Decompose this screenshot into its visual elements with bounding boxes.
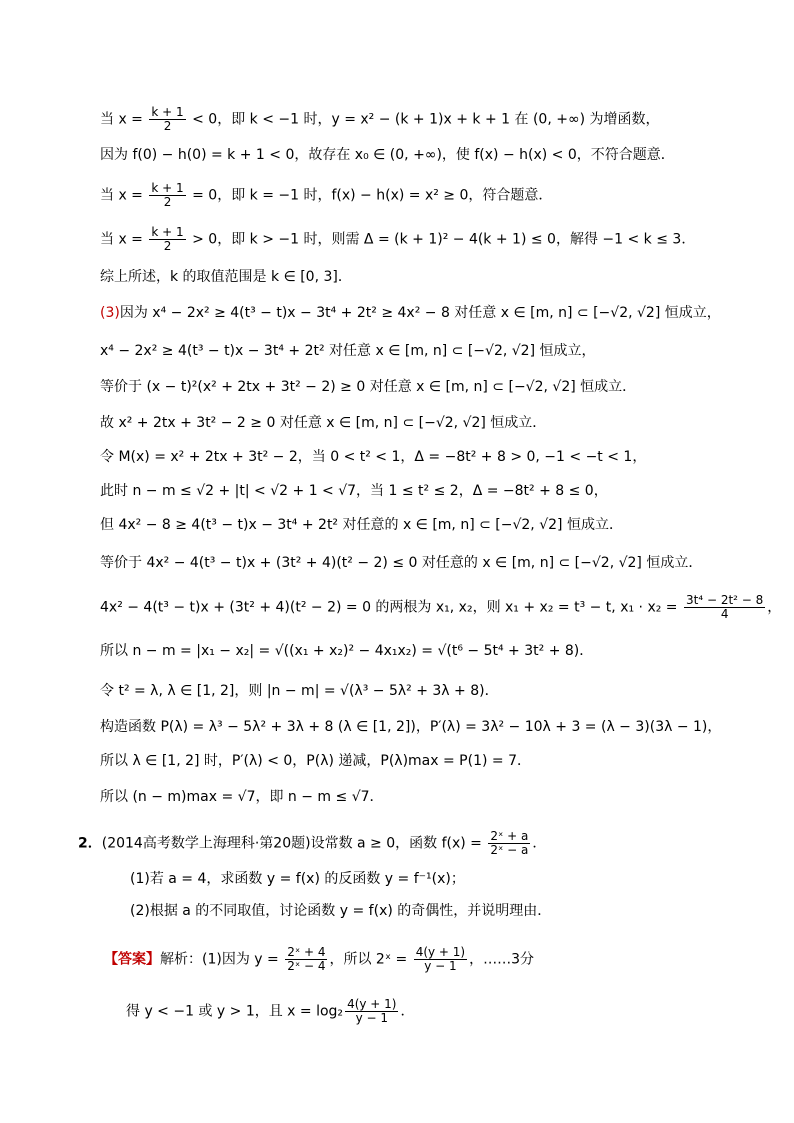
problem-2-part-1: [130, 870, 465, 888]
text-line: [100, 554, 702, 572]
fraction-denominator: 2ˣ − a: [490, 843, 529, 857]
fraction-numerator: 3t⁴ − 2t² − 8: [685, 593, 764, 607]
line-text: (1)若 a = 4，求函数 y = f(x) 的反函数 y = f⁻¹(x)；: [130, 871, 465, 887]
problem-source: (2014高考数学上海理科·第20题): [101, 835, 311, 852]
line-text: 但 4x² − 8 ≥ 4(t³ − t)x − 3t⁴ + 2t² 对任意的 x ∈ [m, n] ⊂ [−√2, √2] 恒成立．: [100, 517, 623, 533]
text-line: [100, 304, 721, 322]
text-line: [100, 682, 499, 700]
line-text: (2)根据 a 的不同取值，讨论函数 y = f(x) 的奇偶性，并说明理由．: [130, 903, 552, 919]
line-text: 当 x =: [100, 231, 148, 248]
problem-number: 2．: [78, 835, 102, 852]
line-text: 因为 f(0) − h(0) = k + 1 < 0，故存在 x₀ ∈ (0, +∞)，使 f(x) − h(x) < 0，不符合题意．: [100, 147, 675, 163]
text-line: [100, 516, 623, 534]
fraction-numerator: 2ˣ + a: [490, 829, 529, 843]
line-text: ．: [400, 1003, 415, 1020]
line-text: 因为 x⁴ − 2x² ≥ 4(t³ − t)x − 3t⁴ + 2t² ≥ 4x² − 8 对任意 x ∈ [m, n] ⊂ [−√2, √2] 恒成立，: [119, 305, 721, 321]
line-text: 所以 (n − m)max = √7，即 n − m ≤ √7．: [100, 789, 384, 805]
text-line: [100, 642, 593, 660]
text-line: [100, 106, 660, 133]
line-text: = 0，即 k = −1 时，f(x) − h(x) = x² ≥ 0，符合题意．: [187, 187, 553, 204]
text-line: [100, 752, 531, 770]
part-label: (3): [100, 305, 120, 321]
fraction: [149, 106, 185, 133]
fraction: [414, 946, 467, 973]
text-line: [100, 788, 384, 806]
fraction: [149, 226, 185, 253]
line-text: 解析：(1)因为 y =: [160, 951, 284, 968]
text-line: [100, 182, 552, 209]
line-text: > 0，即 k > −1 时，则需 Δ = (k + 1)² − 4(k + 1) ≤ 0，解得 −1 < k ≤ 3．: [187, 231, 696, 248]
fraction-denominator: 2: [163, 239, 172, 253]
line-text: 构造函数 P(λ) = λ³ − 5λ² + 3λ + 8 (λ ∈ [1, 2])，P′(λ) = 3λ² − 10λ + 3 = (λ − 3)(3λ − 1)，: [100, 719, 722, 735]
fraction: [684, 594, 765, 621]
fraction-numerator: k + 1: [151, 225, 184, 239]
line-text: 4x² − 4(t³ − t)x + (3t² + 4)(t² − 2) = 0 的两根为 x₁, x₂，则 x₁ + x₂ = t³ − t, x₁ · x₂ =: [100, 599, 682, 616]
text-line: [100, 378, 636, 396]
problem-2-stem: [78, 830, 546, 857]
answer-line: [104, 946, 534, 973]
text-line: [100, 448, 646, 466]
fraction-denominator: 2: [163, 195, 172, 209]
line-text: 所以 n − m = |x₁ − x₂| = √((x₁ + x₂)² − 4x₁x₂) = √(t⁶ − 5t⁴ + 3t² + 8)．: [100, 643, 594, 659]
text-line: [100, 594, 781, 621]
line-text: < 0，即 k < −1 时，y = x² − (k + 1)x + k + 1 在 (0, +∞) 为增函数，: [187, 111, 660, 128]
fraction-numerator: k + 1: [151, 181, 184, 195]
line-text: 所以 λ ∈ [1, 2] 时，P′(λ) < 0，P(λ) 递减，P(λ)max = P(1) = 7．: [100, 753, 531, 769]
line-text: ，: [767, 599, 782, 616]
line-text: 故 x² + 2tx + 3t² − 2 ≥ 0 对任意 x ∈ [m, n] ⊂ [−√2, √2] 恒成立．: [100, 415, 547, 431]
line-text: 令 M(x) = x² + 2tx + 3t² − 2，当 0 < t² < 1，Δ = −8t² + 8 > 0, −1 < −t < 1，: [100, 449, 647, 465]
text-line: [100, 718, 721, 736]
text-line: [100, 414, 546, 432]
line-text: 此时 n − m ≤ √2 + |t| < √2 + 1 < √7，当 1 ≤ t² ≤ 2，Δ = −8t² + 8 ≤ 0，: [100, 483, 608, 499]
line-text: 令 t² = λ, λ ∈ [1, 2]，则 |n − m| = √(λ³ − 5λ² + 3λ + 8)．: [100, 683, 499, 699]
fraction-numerator: 2ˣ + 4: [287, 945, 326, 959]
fraction: [345, 998, 398, 1025]
fraction-numerator: k + 1: [151, 105, 184, 119]
line-text: 综上所述，k 的取值范围是 k ∈ [0, 3]．: [100, 269, 352, 285]
line-text: 得 y < −1 或 y > 1，且 x = log₂: [126, 1003, 344, 1020]
answer-continuation: [126, 998, 414, 1025]
text-line: [100, 226, 695, 253]
line-text: ，所以 2ˣ =: [329, 951, 412, 968]
fraction-denominator: 2: [163, 119, 172, 133]
line-text: ．: [532, 835, 547, 852]
fraction-denominator: y − 1: [424, 959, 457, 973]
text-line: [100, 482, 608, 500]
line-text: 当 x =: [100, 111, 148, 128]
line-text: 设常数 a ≥ 0，函数 f(x) =: [310, 835, 487, 852]
fraction: [488, 830, 530, 857]
text-line: [100, 146, 675, 164]
line-text: 当 x =: [100, 187, 148, 204]
line-text: 等价于 (x − t)²(x² + 2tx + 3t² − 2) ≥ 0 对任意 x ∈ [m, n] ⊂ [−√2, √2] 恒成立．: [100, 379, 637, 395]
line-text: x⁴ − 2x² ≥ 4(t³ − t)x − 3t⁴ + 2t² 对任意 x ∈ [m, n] ⊂ [−√2, √2] 恒成立，: [100, 343, 596, 359]
text-line: [100, 342, 596, 360]
fraction-denominator: y − 1: [355, 1011, 388, 1025]
fraction-denominator: 2ˣ − 4: [287, 959, 326, 973]
line-text: ，……3分: [469, 951, 535, 968]
fraction: [285, 946, 327, 973]
text-line: [100, 268, 352, 286]
fraction-numerator: 4(y + 1): [347, 997, 397, 1011]
line-text: 等价于 4x² − 4(t³ − t)x + (3t² + 4)(t² − 2) ≤ 0 对任意的 x ∈ [m, n] ⊂ [−√2, √2] 恒成立．: [100, 555, 703, 571]
problem-2-part-2: [130, 902, 551, 920]
fraction-numerator: 4(y + 1): [415, 945, 466, 959]
fraction-denominator: 4: [720, 607, 729, 621]
answer-label: 【答案】: [104, 951, 160, 968]
fraction: [149, 182, 185, 209]
